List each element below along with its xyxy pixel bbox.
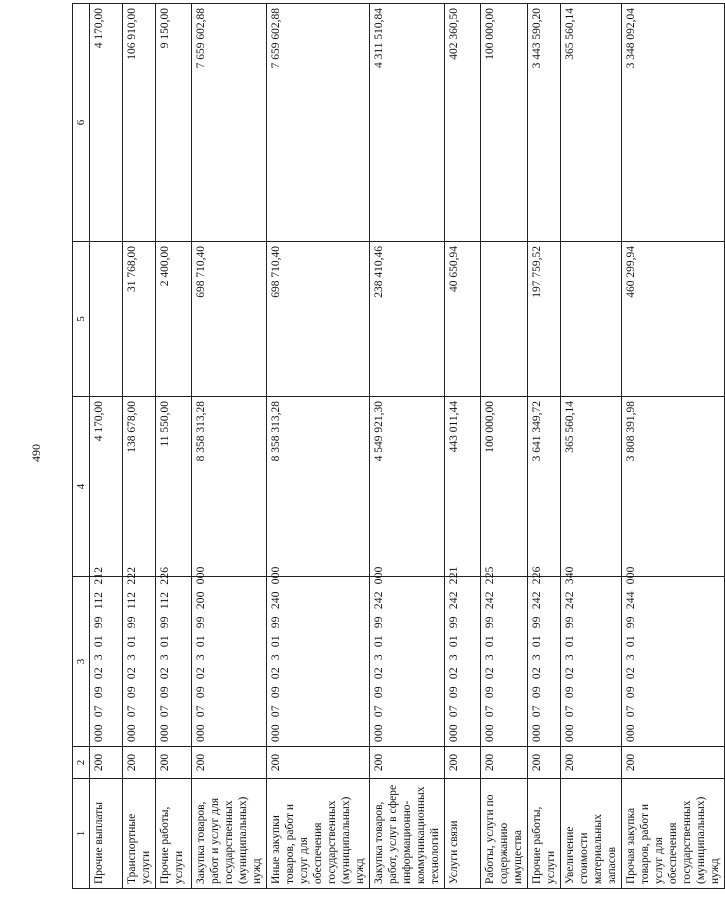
row-col5: 238 410,46 [370,242,445,397]
row-code: 000 07 09 02 3 01 99 240 000 [267,577,370,747]
row-col6: 402 360,50 [445,4,481,242]
row-col4: 8 358 313,28 [192,397,267,577]
row-code: 000 07 09 02 3 01 99 200 000 [192,577,267,747]
row-col6: 4 170,00 [90,4,123,242]
row-code: 000 07 09 02 3 01 99 112 226 [156,577,192,747]
row-col6: 365 560,14 [561,4,622,242]
table-row [561,4,622,889]
row-col2: 200 [267,747,370,779]
row-name: Закупка товаров, работ, услуг в сфере информационно-коммуникационных технологий [370,779,445,889]
row-col2: 200 [123,747,156,779]
row-col6: 7 659 602,88 [267,4,370,242]
row-name: Прочие выплаты [90,779,123,889]
row-name: Работы, услуги по содержанию имущества [481,779,528,889]
row-name: Транспортные услуги [123,779,156,889]
page-number: 490 [29,444,43,462]
budget-table [72,3,725,889]
row-col5: 698 710,40 [192,242,267,397]
row-col5 [561,242,622,397]
table-row [445,4,481,889]
row-code: 000 07 09 02 3 01 99 244 000 [622,577,725,747]
row-col2: 200 [481,747,528,779]
row-col2: 200 [445,747,481,779]
row-name: Иные закупки товаров, работ и услуг для обеспечения государственных (муниципальных) нужд [267,779,370,889]
row-code: 000 07 09 02 3 01 99 112 222 [123,577,156,747]
row-col6: 100 000,00 [481,4,528,242]
row-col6: 3 443 590,20 [528,4,561,242]
row-col2: 200 [192,747,267,779]
row-col5 [90,242,123,397]
row-col4: 365 560,14 [561,397,622,577]
row-col4: 443 011,44 [445,397,481,577]
row-col6: 3 348 092,04 [622,4,725,242]
table-row [370,4,445,889]
row-name: Увеличение стоимости материальных запасов [561,779,622,889]
row-code: 000 07 09 02 3 01 99 112 212 [90,577,123,747]
row-col2: 200 [561,747,622,779]
column-header: 2 [73,747,90,779]
row-col2: 200 [528,747,561,779]
row-code: 000 07 09 02 3 01 99 242 000 [370,577,445,747]
row-col4: 8 358 313,28 [267,397,370,577]
row-col5: 197 759,52 [528,242,561,397]
row-col5 [481,242,528,397]
column-header: 5 [73,242,90,397]
table-row [528,4,561,889]
row-col5: 40 650,94 [445,242,481,397]
column-header: 4 [73,397,90,577]
row-name: Закупка товаров, работ и услуг для государственных (муниципальных) нужд [192,779,267,889]
row-col2: 200 [156,747,192,779]
row-col2: 200 [90,747,123,779]
row-col5: 2 400,00 [156,242,192,397]
row-col4: 100 000,00 [481,397,528,577]
row-col4: 3 808 391,98 [622,397,725,577]
table-row [622,4,725,889]
table-row [481,4,528,889]
row-code: 000 07 09 02 3 01 99 242 225 [481,577,528,747]
row-name: Услуги связи [445,779,481,889]
row-col2: 200 [370,747,445,779]
row-col2: 200 [622,747,725,779]
column-header: 1 [73,779,90,889]
table-row [267,4,370,889]
header-row [73,4,90,889]
row-name: Прочие работы, услуги [156,779,192,889]
row-code: 000 07 09 02 3 01 99 242 226 [528,577,561,747]
table-row [156,4,192,889]
row-col5: 460 299,94 [622,242,725,397]
row-col4: 4 549 921,30 [370,397,445,577]
row-col5: 698 710,40 [267,242,370,397]
row-col5: 31 768,00 [123,242,156,397]
column-header: 6 [73,4,90,242]
row-name: Прочие работы, услуги [528,779,561,889]
row-col6: 7 659 602,88 [192,4,267,242]
table-row [123,4,156,889]
row-col4: 11 550,00 [156,397,192,577]
row-col4: 4 170,00 [90,397,123,577]
row-col6: 106 910,00 [123,4,156,242]
row-col6: 4 311 510,84 [370,4,445,242]
row-col4: 138 678,00 [123,397,156,577]
table-row [192,4,267,889]
budget-table-sheet [72,4,721,889]
row-name: Прочая закупка товаров, работ и услуг для обеспечения государственных (муниципальных) нужд [622,779,725,889]
column-header: 3 [73,577,90,747]
table-row [90,4,123,889]
row-col6: 9 150,00 [156,4,192,242]
row-col4: 3 641 349,72 [528,397,561,577]
row-code: 000 07 09 02 3 01 99 242 340 [561,577,622,747]
row-code: 000 07 09 02 3 01 99 242 221 [445,577,481,747]
